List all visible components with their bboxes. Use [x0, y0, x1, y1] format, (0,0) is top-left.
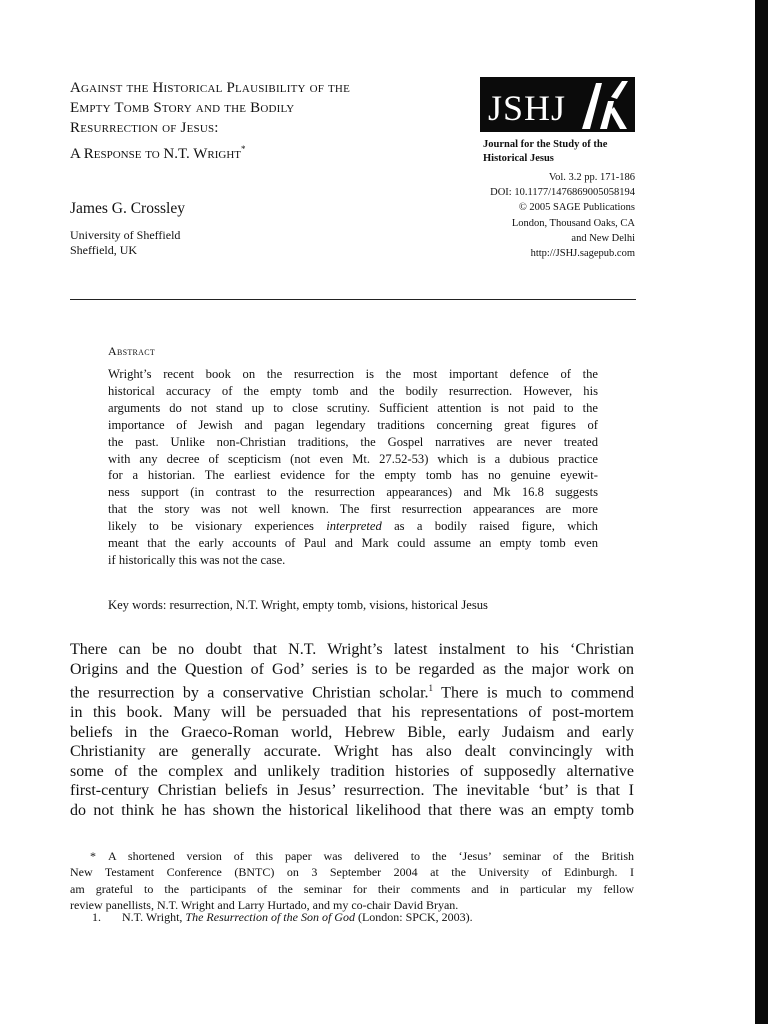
header-divider [70, 299, 636, 300]
abstract-line: with any decree of scepticism (not even Mt. 27.52-53) which is a dubious practice [108, 451, 598, 466]
abstract-text [108, 366, 598, 569]
journal-logo [480, 77, 635, 132]
subtitle-footnote-mark: * [241, 144, 246, 154]
title-line-3: Resurrection of Jesus: [70, 120, 219, 136]
abstract-line: meant that the early accounts of Paul and Mark could assume an empty tomb even [108, 536, 598, 551]
publication-meta [490, 170, 635, 261]
affiliation-line-1: University of Sheffield [70, 228, 181, 242]
abstract-line-10-end: as a bodily raised figure, which [381, 519, 598, 534]
body-line: Christianity are generally accurate. Wright has also dealt convincingly with [70, 743, 634, 761]
body-line-3-start: the resurrection by a conservative Christian scholar. [70, 684, 429, 702]
abstract-line: that the story was not well known. The first resurrection appearances are more [108, 502, 598, 517]
article-subtitle [70, 144, 246, 163]
abstract-emphasis: interpreted [326, 519, 382, 534]
body-line: in this book. Many will be persuaded that his representations of post-mortem [70, 704, 634, 722]
abstract-heading: Abstract [108, 344, 156, 358]
subtitle-text: A Response to N.T. Wright [70, 146, 242, 162]
footnote-ref-1[interactable]: 1 [428, 683, 434, 694]
abstract-line: ness support (in contrast to the resurrection appearances) and Mk 16.8 suggests [108, 485, 598, 500]
body-line: some of the complex and unlikely tradition histories of supposedly alternative [70, 762, 634, 780]
footnote-star-text: A shortened version of this paper was delivered to the ‘Jesus’ seminar of the British [108, 849, 634, 863]
body-paragraph [70, 640, 634, 821]
doi: DOI: 10.1177/1476869005058194 [490, 187, 635, 199]
body-line-3-end: There is much to commend [433, 684, 634, 702]
abstract-line-10-start: likely to be visionary experiences [108, 519, 327, 534]
body-line: There can be no doubt that N.T. Wright’s latest instalment to his ‘Christian [70, 641, 634, 658]
abstract-line: arguments do not stand up to close scrutiny. Sufficient attention is not paid to the [108, 400, 598, 415]
footnote-line: New Testament Conference (BNTC) on 3 September 2004 at the University of Edinburgh. I [70, 865, 634, 880]
author-affiliation [70, 228, 180, 258]
body-line: Origins and the Question of God’ series is to be regarded as the major work on [70, 660, 634, 678]
footnote-1 [70, 910, 473, 925]
copyright: © 2005 SAGE Publications [518, 202, 635, 214]
publisher-location-2: and New Delhi [571, 232, 635, 244]
footnote-1-end: (London: SPCK, 2003). [354, 910, 473, 924]
body-line: do not think he has shown the historical likelihood that there was an empty tomb [70, 802, 634, 820]
footnote-line: am grateful to the participants of the seminar for their comments and in particular my fellow [70, 881, 634, 896]
footnote-star [70, 848, 634, 914]
journal-name-line-1: Journal for the Study of the [483, 139, 608, 150]
footnote-1-book-title: The Resurrection of the Son of God [185, 910, 355, 924]
logo-text: JSHJ [488, 88, 567, 128]
article-title [70, 78, 450, 138]
footnote-line: review panellists, N.T. Wright and Larry Hurtado, and my co-chair David Bryan. [70, 898, 459, 913]
abstract-line: the past. Unlike non-Christian traditions, the Gospel narratives are never treated [108, 434, 598, 449]
abstract-line: for a historian. The earliest evidence for the empty tomb has no genuine eyewit- [108, 468, 598, 483]
publisher-location-1: London, Thousand Oaks, CA [511, 217, 635, 229]
journal-name-line-2: Historical Jesus [483, 153, 554, 164]
author-name: James G. Crossley [70, 200, 185, 217]
footnote-1-number: 1. [92, 910, 101, 924]
volume-pages: Vol. 3.2 pp. 171-186 [548, 172, 635, 183]
body-line: first-century Christian beliefs in Jesus’ resurrection. The inevitable ‘but’ is that I [70, 782, 634, 800]
body-line [70, 679, 634, 703]
affiliation-line-2: Sheffield, UK [70, 243, 138, 257]
abstract-line: Wright’s recent book on the resurrection is the most important defence of the [108, 367, 598, 381]
footnote-star-mark: * [90, 849, 96, 863]
title-line-1: Against the Historical Plausibility of the [70, 80, 350, 96]
abstract-line: historical accuracy of the empty tomb and the bodily resurrection. However, his [108, 383, 598, 398]
title-line-2: Empty Tomb Story and the Bodily [70, 100, 295, 116]
abstract-line: importance of Jewish and pagan legendary traditions concerning great figures of [108, 417, 598, 432]
body-line: beliefs in the Graeco-Roman world, Hebrew Bible, early Judaism and early [70, 723, 634, 741]
abstract-line: if historically this was not the case. [108, 552, 286, 567]
abstract-line [108, 518, 598, 535]
journal-url[interactable]: http://JSHJ.sagepub.com [530, 248, 635, 260]
footnote-1-start: N.T. Wright, [122, 910, 186, 924]
footnote-line [70, 848, 634, 864]
journal-name [483, 138, 653, 166]
keywords: Key words: resurrection, N.T. Wright, empty tomb, visions, historical Jesus [108, 598, 488, 612]
page-edge-shadow [755, 0, 768, 1024]
